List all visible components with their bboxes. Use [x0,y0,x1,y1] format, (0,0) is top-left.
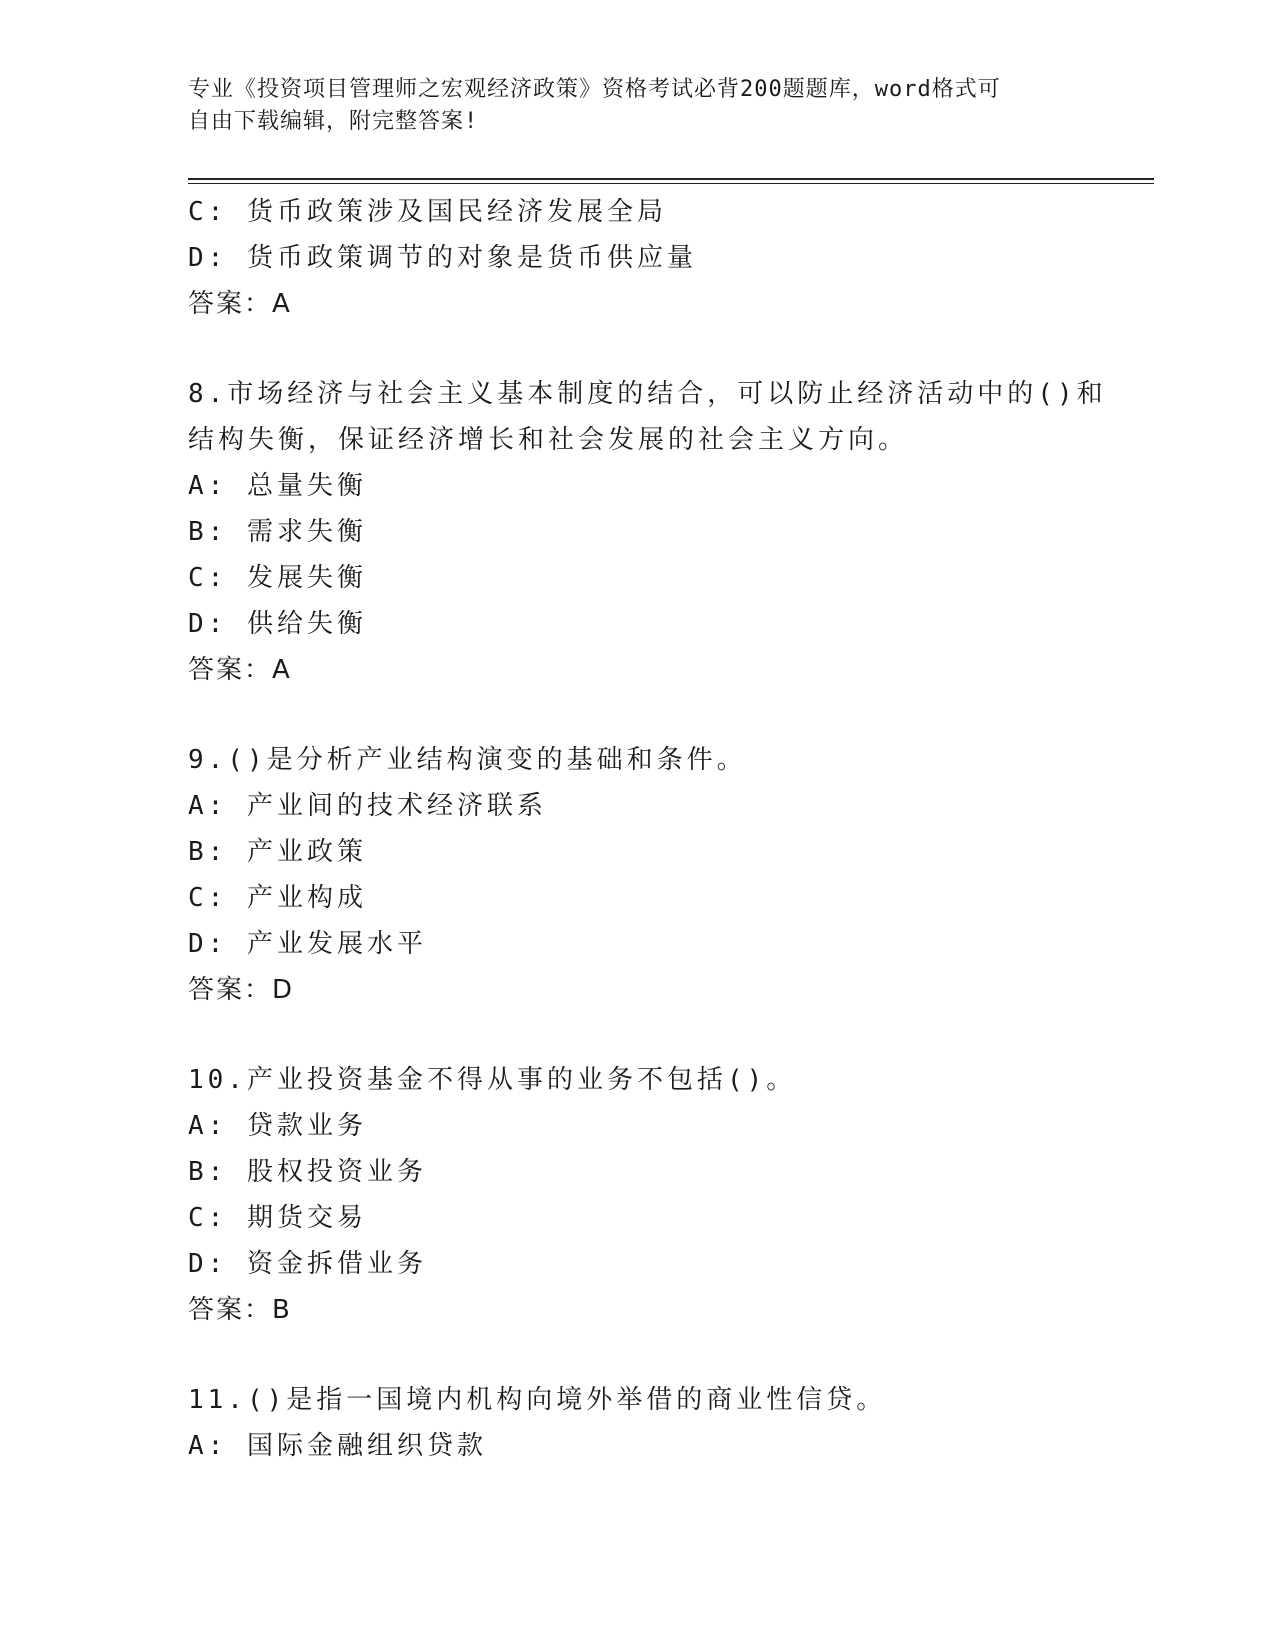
option-c: C: 期货交易 [188,1203,367,1233]
option-a: A: 贷款业务 [188,1111,367,1141]
answer-line: 答案：A [188,655,292,685]
option-d: D: 资金拆借业务 [188,1249,427,1279]
header-line-1: 专业《投资项目管理师之宏观经济政策》资格考试必背200题题库，word格式可 [188,77,1001,102]
option-a: A: 国际金融组织贷款 [188,1431,487,1461]
answer-line: 答案：B [188,1295,292,1325]
question-list [188,189,1107,1469]
header-divider-thin [188,183,1154,184]
answer-line: 答案：A [188,289,292,319]
answer-line: 答案：D [188,975,295,1005]
question-11 [188,1377,1088,1469]
option-a: A: 总量失衡 [188,471,367,501]
header-divider-thick [188,178,1154,180]
option-b: B: 股权投资业务 [188,1157,427,1187]
option-b: B: 需求失衡 [188,517,367,547]
option-c: C: 发展失衡 [188,563,367,593]
option-c: C: 货币政策涉及国民经济发展全局 [188,197,667,227]
option-a: A: 产业间的技术经济联系 [188,791,547,821]
spacer [188,1013,1088,1057]
option-d: D: 供给失衡 [188,609,367,639]
question-fragment [188,189,1088,327]
option-d: D: 产业发展水平 [188,929,427,959]
spacer [188,327,1088,371]
option-b: B: 产业政策 [188,837,367,867]
document-header [188,74,1088,138]
question-stem: 8.市场经济与社会主义基本制度的结合，可以防止经济活动中的()和 [188,379,1107,409]
header-line-2: 自由下载编辑，附完整答案! [188,109,479,134]
option-d: D: 货币政策调节的对象是货币供应量 [188,243,697,273]
question-10 [188,1057,1088,1333]
question-stem-continued: 结构失衡，保证经济增长和社会发展的社会主义方向。 [188,425,909,455]
option-c: C: 产业构成 [188,883,367,913]
question-stem: 10.产业投资基金不得从事的业务不包括()。 [188,1065,797,1095]
question-8 [188,371,1107,693]
question-stem: 9.()是分析产业结构演变的基础和条件。 [188,745,747,775]
spacer [188,1333,1088,1377]
question-9 [188,737,1088,1013]
spacer [188,693,1088,737]
question-stem: 11.()是指一国境内机构向境外举借的商业性信贷。 [188,1385,887,1415]
